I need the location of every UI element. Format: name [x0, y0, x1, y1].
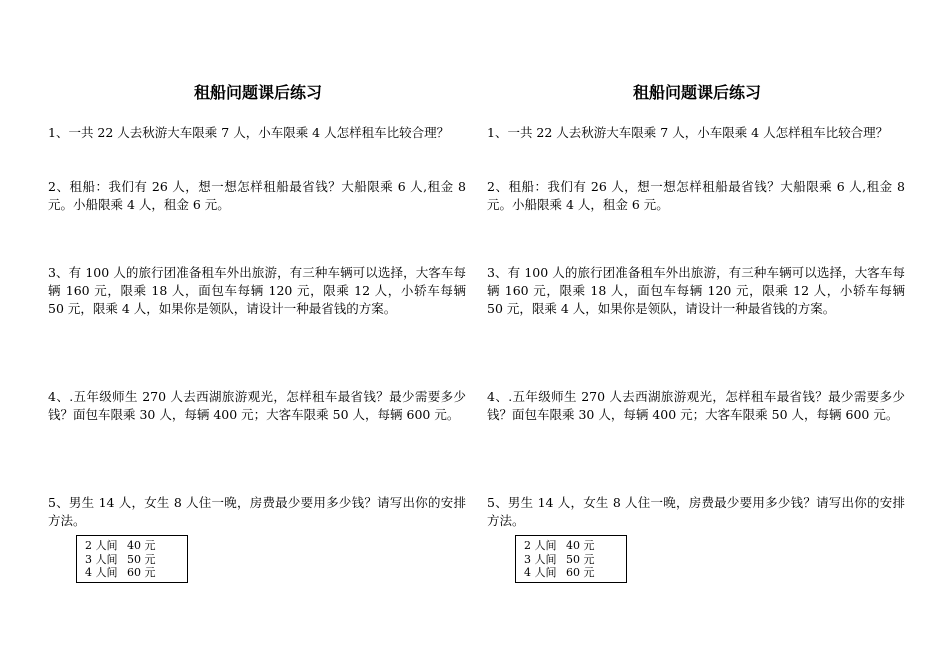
- question-2: 2、租船：我们有 26 人，想一想怎样租船最省钱？大船限乘 6 人,租金 8 元。小船限乘 4 人，租金 6 元。: [48, 179, 466, 212]
- room-price-box: [76, 535, 188, 583]
- question-1: 1、一共 22 人去秋游大车限乘 7 人，小车限乘 4 人怎样租车比较合理？: [487, 125, 889, 140]
- room-price: 60 元: [127, 566, 156, 579]
- question-3: 3、有 100 人的旅行团准备租车外出旅游，有三种车辆可以选择，大客车每辆 160 元，限乘 18 人，面包车每辆 120 元，限乘 12 人，小轿车每辆 50 元，限乘 4 人，如果你是领队，请设计一种最省钱的方案。: [48, 265, 466, 316]
- page-title: 租船问题课后练习: [193, 83, 322, 102]
- room-price: 40 元: [127, 539, 156, 552]
- room-price: 40 元: [566, 539, 595, 552]
- room-type: 2 人间: [524, 539, 557, 552]
- room-type: 3 人间: [85, 552, 118, 566]
- question-4: 4、.五年级师生 270 人去西湖旅游观光，怎样租车最省钱？最少需要多少钱？面包车限乘 30 人，每辆 400 元；大客车限乘 50 人，每辆 600 元。: [48, 389, 466, 422]
- question-3: 3、有 100 人的旅行团准备租车外出旅游，有三种车辆可以选择，大客车每辆 160 元，限乘 18 人，面包车每辆 120 元，限乘 12 人，小轿车每辆 50 元，限乘 4 人，如果你是领队，请设计一种最省钱的方案。: [487, 265, 905, 316]
- price-row: [85, 553, 187, 567]
- question-4: 4、.五年级师生 270 人去西湖旅游观光，怎样租车最省钱？最少需要多少钱？面包车限乘 30 人，每辆 400 元；大客车限乘 50 人，每辆 600 元。: [487, 389, 905, 422]
- room-type: 4 人间: [85, 566, 118, 579]
- page-title: 租船问题课后练习: [632, 83, 761, 102]
- room-type: 3 人间: [524, 552, 557, 566]
- room-price: 50 元: [127, 552, 156, 566]
- question-2: 2、租船：我们有 26 人，想一想怎样租船最省钱？大船限乘 6 人,租金 8 元。小船限乘 4 人，租金 6 元。: [487, 179, 905, 212]
- price-row: [85, 566, 187, 580]
- room-type: 4 人间: [524, 566, 557, 579]
- price-row: [524, 566, 626, 580]
- room-type: 2 人间: [85, 539, 118, 552]
- price-row: [524, 539, 626, 553]
- price-row: [524, 553, 626, 567]
- room-price: 60 元: [566, 566, 595, 579]
- price-row: [85, 539, 187, 553]
- room-price-box: [515, 535, 627, 583]
- room-price: 50 元: [566, 552, 595, 566]
- question-1: 1、一共 22 人去秋游大车限乘 7 人，小车限乘 4 人怎样租车比较合理？: [48, 125, 450, 140]
- question-5: 5、男生 14 人，女生 8 人住一晚，房费最少要用多少钱？请写出你的安排方法。: [487, 495, 905, 528]
- question-5: 5、男生 14 人，女生 8 人住一晚，房费最少要用多少钱？请写出你的安排方法。: [48, 495, 466, 528]
